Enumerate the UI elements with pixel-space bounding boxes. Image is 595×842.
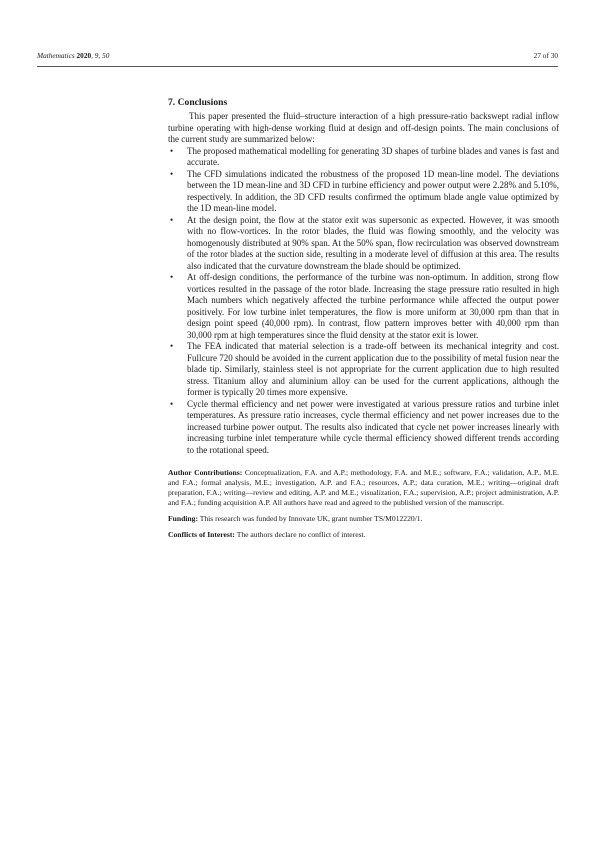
- bullet-icon: •: [170, 168, 174, 179]
- list-item: [168, 146, 559, 169]
- bullet-icon: •: [170, 214, 174, 225]
- author-contributions-text: Conceptualization, F.A. and A.P.; methodology, F.A. and M.E.; software, F.A.; validation, A.P., M.E. and F.A.; formal analysis, M.E.; investigation, A.P. and F.A.; resources, A.P.; data curation, M.E.; writing—original draft preparation, F.A.; writing—review and editing, A.P. and M.E.; visualization, F.A.; supervision, A.P.; project administration, A.P. and F.A.; funding acquisition A.P. All authors have read and agreed to the published version of the manuscript.: [168, 468, 559, 507]
- header-divider: [37, 66, 558, 67]
- author-contributions-label: Author Contributions:: [168, 468, 243, 477]
- list-item: [168, 399, 559, 457]
- list-item-text: The FEA indicated that material selection is a trade-off between its mechanical integrity and cost. Fullcure 720 should be avoided in the current application due to the possibility of metal fusion near the blade tip. Similarly, stainless steel is not appropriate for the current application due to high resulted stress. Titanium alloy and aluminium alloy can be used for the current applications, although the former is typically 20 times more expensive.: [187, 341, 559, 397]
- list-item: [168, 341, 559, 399]
- list-item-text: The CFD simulations indicated the robustness of the proposed 1D mean-line model. The deviations between the 1D mean-line and 3D CFD in turbine efficiency and power output were 2.28% and 5.10%, respectively. In addition, the 3D CFD results confirmed the optimum blade angle value optimized by the 1D mean-line model.: [187, 168, 559, 213]
- section-intro: This paper presented the fluid–structure interaction of a high pressure-ratio backswept radial inflow turbine operating with high-dense working fluid at design and off-design points. The main conclusions of the current study are summarized below:: [168, 111, 559, 144]
- bullet-icon: •: [170, 398, 174, 409]
- bullet-icon: •: [170, 145, 174, 156]
- journal-year: 2020: [76, 51, 92, 60]
- conflicts-label: Conflicts of Interest:: [168, 530, 235, 539]
- list-item-text: At off-design conditions, the performance of the turbine was non-optimum. In addition, strong flow vortices resulted in the passage of the rotor blade. Increasing the stage pressure ratio resulted in high Mach numbers which negatively affected the turbine performance while affected the output power positively. For low turbine inlet temperatures, the flow is more uniform at 30,000 rpm than that in design point speed (40,000 rpm). In contrast, flow pattern improves better with 40,000 rpm than 30,000 rpm at high temperatures since the fluid density at the stator exit is lower.: [187, 272, 559, 340]
- journal-name: Mathematics: [37, 51, 75, 60]
- funding-text: This research was funded by Innovate UK, grant number TS/M012220/1.: [199, 514, 423, 523]
- bullet-icon: •: [170, 272, 174, 282]
- conclusions-list: [168, 146, 559, 457]
- bullet-icon: •: [170, 341, 174, 351]
- list-item-text: Cycle thermal efficiency and net power were investigated at various pressure ratios and turbine inlet temperatures. As pressure ratio increases, cycle thermal efficiency and net power increases due to the increased turbine power output. The results also indicated that cycle net power increases linearly with increasing turbine inlet temperature while cycle thermal efficiency showed different trends according to the rotational speed.: [187, 398, 559, 455]
- list-item-text: At the design point, the flow at the stator exit was supersonic as expected. However, it was smooth with no flow-vortices. In the rotor blades, the fluid was flowing smoothly, and the velocity was homogenously distributed at 90% span. At the 50% span, flow recirculation was observed downstream of the rotor blades at the suction side, resulting in a moderate level of diffusion at this area. The results also indicated that the curvature downstream the blade should be optimized.: [187, 214, 559, 271]
- list-item-text: The proposed mathematical modelling for generating 3D shapes of turbine blades and vanes is fast and accurate.: [187, 145, 559, 167]
- conflicts-of-interest: [168, 530, 559, 540]
- list-item: [168, 215, 559, 273]
- journal-volume: , 9, 50: [91, 51, 110, 60]
- list-item: [168, 169, 559, 215]
- funding: [168, 514, 559, 524]
- author-contributions: [168, 468, 559, 508]
- funding-label: Funding:: [168, 514, 198, 523]
- page-number: 27 of 30: [533, 51, 558, 60]
- main-content: [168, 97, 559, 546]
- journal-citation: [37, 51, 109, 60]
- list-item: [168, 272, 559, 341]
- back-matter: [168, 468, 559, 540]
- conflicts-text: The authors declare no conflict of interest.: [236, 530, 366, 539]
- section-title: 7. Conclusions: [168, 97, 228, 108]
- running-head: [37, 51, 558, 60]
